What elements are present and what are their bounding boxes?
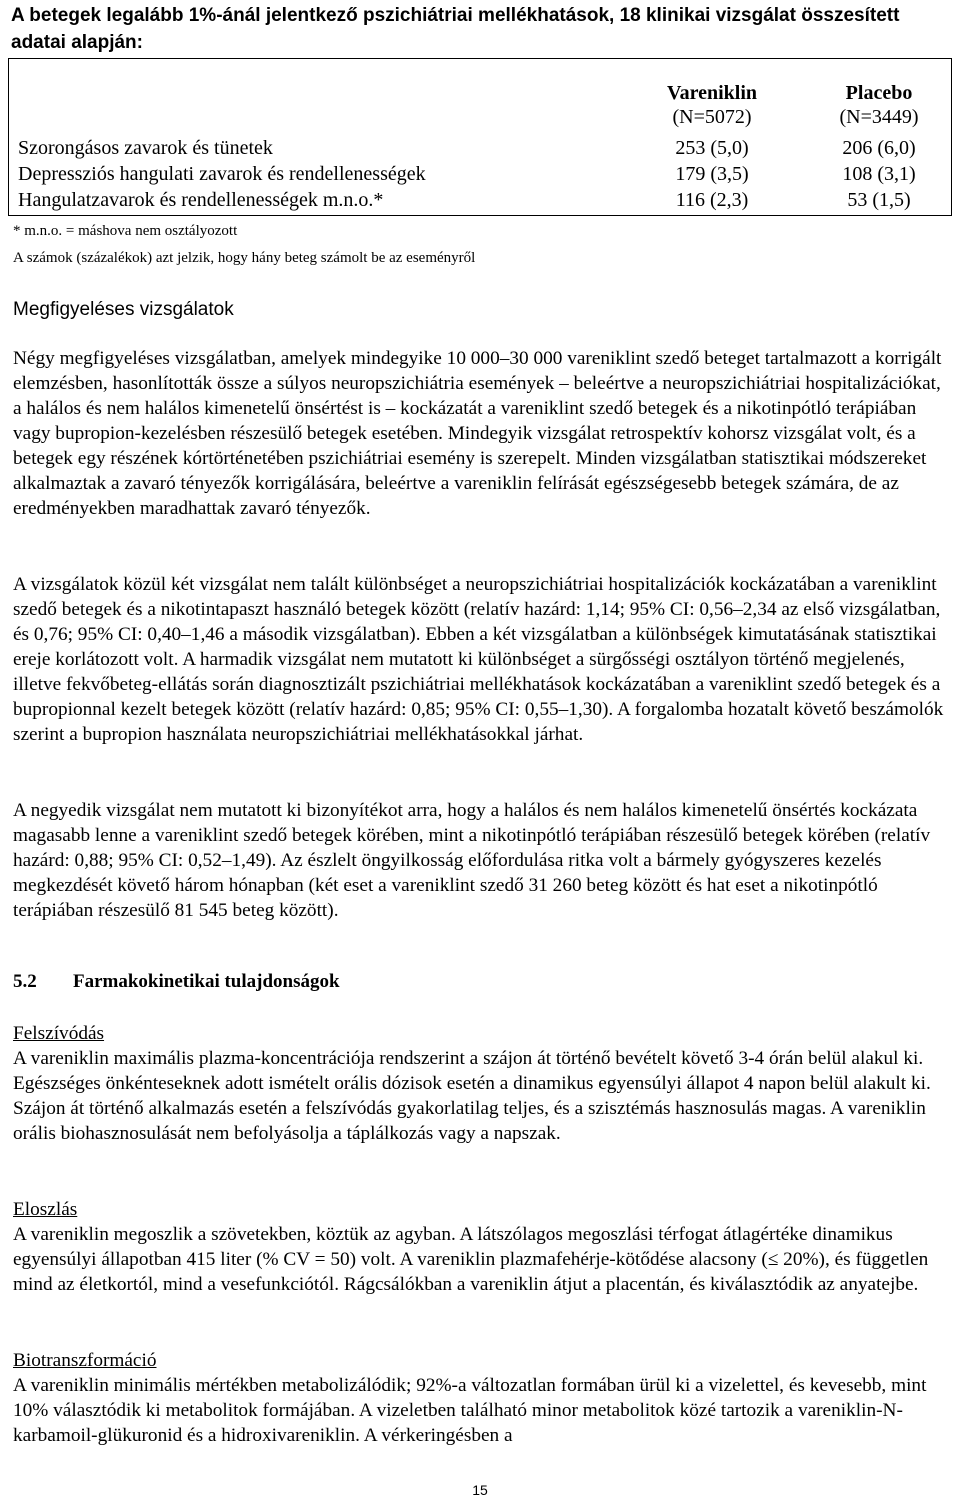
section-title: Farmakokinetikai tulajdonságok	[73, 971, 340, 992]
col-header-vareniklin: Vareniklin (N=5072)	[666, 82, 758, 128]
paragraph-observational-3: A negyedik vizsgálat nem mutatott ki bizonyítékot arra, hogy a halálos és nem halálos kimenetelű önsértés kockázata magasabb lenne a vareniklint szedő betegek körében, mint a nikotinpótló terápiában részesülő betegek körében (relatív hazárd: 0,88; 95% CI: 0,52–1,49). Az észlelt öngyilkosság előfordulása ritka volt a bármely gyógyszeres kezelés megkezdését követő három hónapban (két eset a vareniklint szedő 31 260 beteg között és hat eset a nikotinpótló terápiában részesülő 81 545 beteg között).	[13, 800, 931, 921]
table-row: Depressziós hangulati zavarok és rendellenességek 179 (3,5) 108 (3,1)	[18, 163, 916, 185]
table-row: Szorongásos zavarok és tünetek 253 (5,0) 206 (6,0)	[18, 137, 916, 159]
footnote-mno: * m.n.o. = máshova nem osztályozott	[13, 223, 238, 239]
paragraph-observational-1: Négy megfigyeléses vizsgálatban, amelyek mindegyike 10 000–30 000 vareniklint szedő beteget tartalmazott a korrigált elemzésben, hasonlították össze a súlyos neuropszichiátria események – beleértve a neuropszichiátriai hospitalizációkat, a halálos és nem halálos kimenetelű önsértést is – kockázatát a vareniklint szedő betegek és a nikotinpótló terápiában vagy bupropion-kezelésben részesülő betegek esetében. Mindegyik vizsgálat retrospektív kohorsz vizsgálat volt, és a betegek egy részének kórtörténetében pszichiátriai esemény is szerepelt. Minden vizsgálatban statisztikai módszereket alkalmaztak a zavaró tényezők korrigálására, beleértve a vareniklin felírását egészségesebb betegek számára, de az eredményekben maradhattak zavaró tényezők.	[13, 348, 942, 519]
subheading-absorption: Felszívódás	[13, 1023, 105, 1044]
paragraph-biotransformation: A vareniklin minimális mértékben metabolizálódik; 92%-a változatlan formában ürül ki a vizelettel, és kevesebb, mint 10% választódik ki metabolitok formájában. A vizeletben található minor metabolitok közé tartozik a vareniklin-N-karbamoil-glükuronid és a hidroxivareniklin. A vérkeringésben a	[13, 1375, 927, 1446]
section-number: 5.2	[13, 971, 37, 992]
paragraph-absorption: A vareniklin maximális plazma-koncentrációja rendszerint a szájon át történő bevételt követő 3-4 órán belül alakul ki. Egészséges önkénteseknek adott ismételt orális dózisok esetén a dinamikus egyensúlyi állapot 4 napon belül alakult ki. Szájon át történő alkalmazás esetén a felszívódás gyakorlatilag teljes, és a szisztémás hasznosulás magas. A vareniklin orális biohasznosulását nem befolyásolja a táplálkozás vagy a napszak.	[13, 1048, 931, 1144]
adverse-events-table	[8, 58, 952, 216]
footnote-numbers: A számok (százalékok) azt jelzik, hogy hány beteg számolt be az eseményről	[13, 250, 476, 266]
table-row: Hangulatzavarok és rendellenességek m.n.o.* 116 (2,3) 53 (1,5)	[18, 189, 911, 211]
subheading-biotransformation: Biotranszformáció	[13, 1350, 157, 1371]
page-number: 15	[472, 1482, 488, 1498]
section-heading-5-2	[13, 969, 340, 995]
paragraph-distribution: A vareniklin megoszlik a szövetekben, köztük az agyban. A látszólagos megoszlási térfogat átlagértéke dinamikus egyensúlyi állapotban 415 liter (% CV = 50) volt. A vareniklin plazmafehérje-kötődése alacsony (≤ 20%), és független mind az életkortól, mind a vesefunkciótól. Rágcsálókban a vareniklin átjut a placentán, és kiválasztódik az anyatejbe.	[13, 1224, 929, 1295]
col-header-placebo: Placebo (N=3449)	[839, 82, 919, 128]
subheading-distribution: Eloszlás	[13, 1199, 78, 1220]
observational-studies-title: Megfigyeléses vizsgálatok	[13, 299, 234, 320]
paragraph-observational-2: A vizsgálatok közül két vizsgálat nem talált különbséget a neuropszichiátriai hospitalizációk kockázatában a vareniklint szedő betegek és a nikotintapaszt használó betegek között (relatív hazárd: 1,14; 95% CI: 0,56–2,34 az első vizsgálatban, és 0,76; 95% CI: 0,40–1,46 a második vizsgálatban). Ebben a két vizsgálatban a különbségek kimutatásának statisztikai ereje korlátozott volt. A harmadik vizsgálat nem mutatott ki különbséget a sürgősségi osztályon történő megjelenés, illetve fekvőbeteg-ellátás során diagnosztizált pszichiátriai mellékhatások kockázatában a vareniklint szedő betegek és a bupropionnal kezelt betegek között (relatív hazárd: 0,85; 95% CI: 0,55–1,30). A forgalomba hozatalt követő beszámolók szerint a bupropion használata neuropszichiátriai mellékhatásokkal járhat.	[13, 574, 944, 745]
table-heading: A betegek legalább 1%-ánál jelentkező pszichiátriai mellékhatások, 18 klinikai vizsgálat összesített adatai alapján:	[11, 5, 900, 53]
